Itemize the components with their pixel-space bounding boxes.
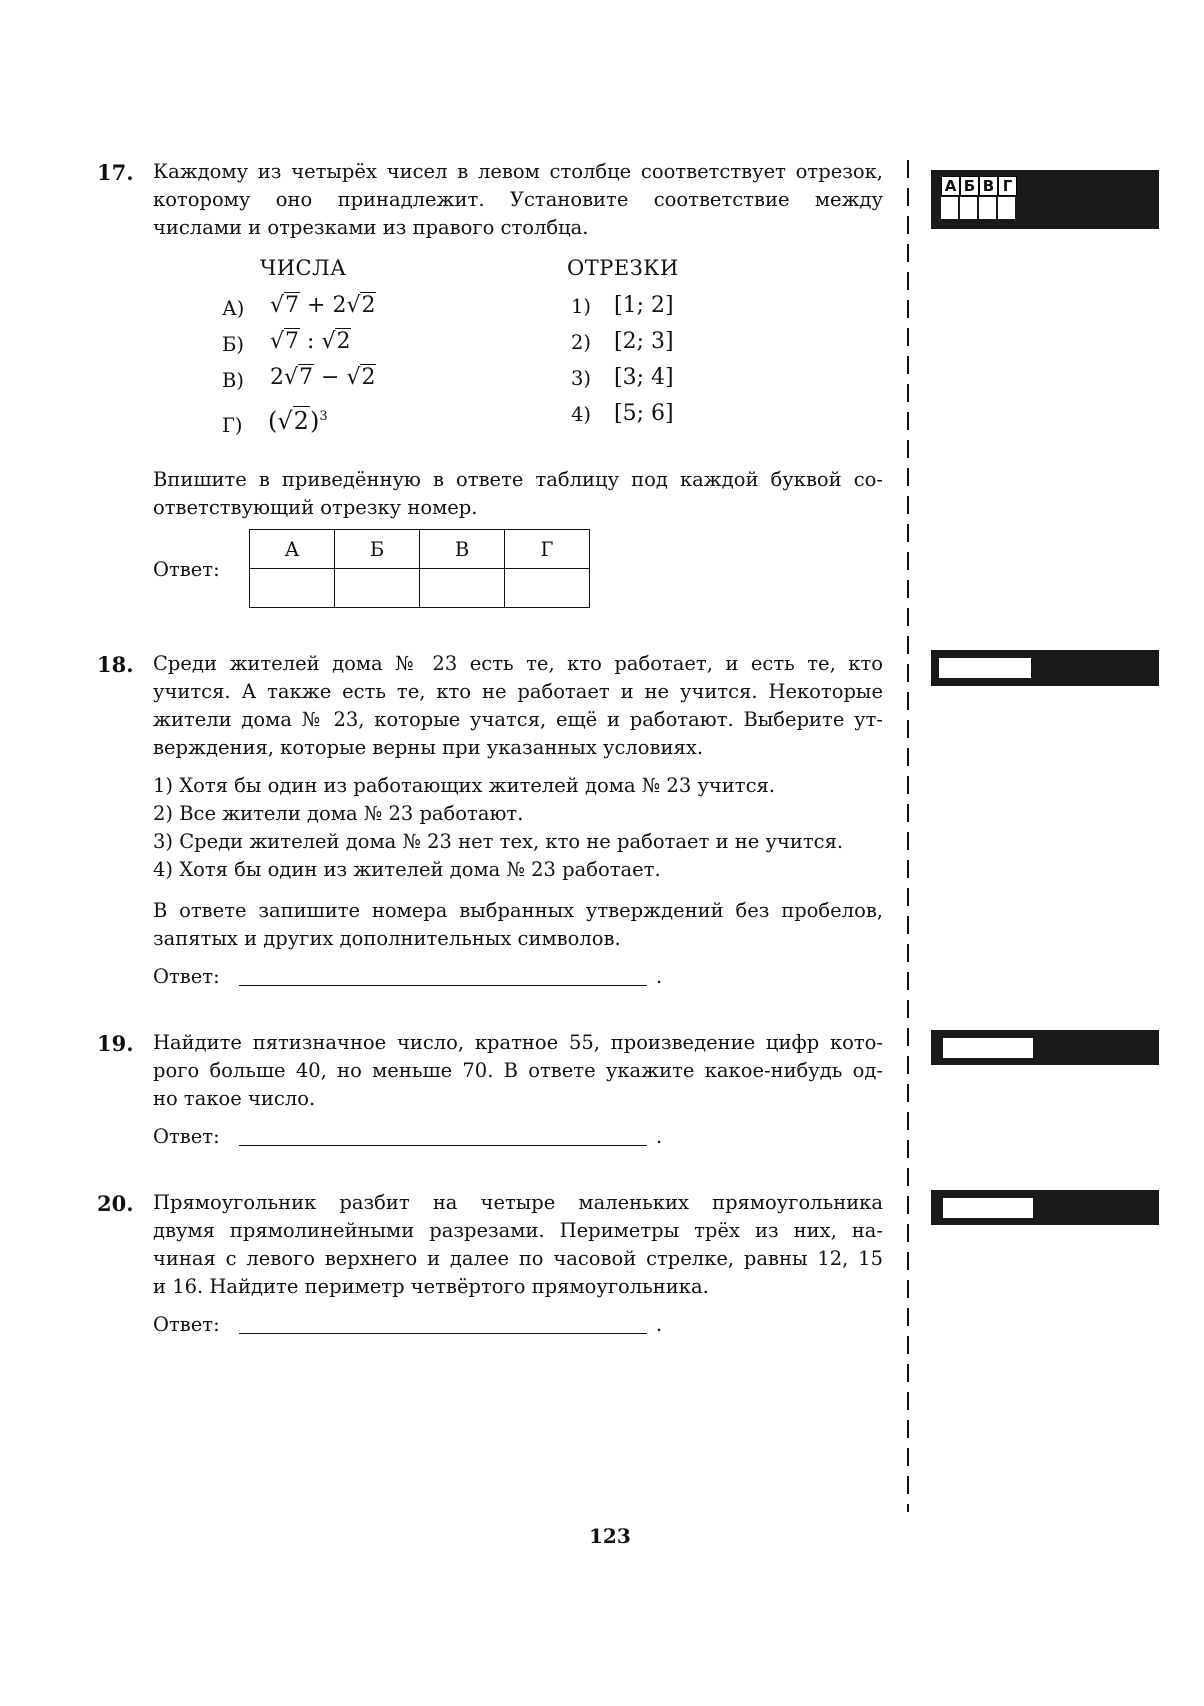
cut-line-dash [907,412,909,430]
text-line: но такое число. [153,1087,316,1110]
cut-line-dash [907,1336,909,1354]
statement-option: 2) Все жители дома № 23 работают. [153,802,524,825]
cut-line-dash [907,1392,909,1410]
cut-line-dash [907,188,909,206]
segment-label: 1) [571,295,592,318]
number-expr-v: 2√7 − √2 [270,365,376,390]
cut-line-dash [907,1448,909,1466]
cut-line-dash [907,244,909,262]
answer-label: Ответ: [153,1125,220,1148]
segments-column-header: ОТРЕЗКИ [567,256,679,280]
segment-label: 4) [571,403,592,426]
cut-line-dash [907,860,909,878]
answer-table [249,529,590,608]
cut-line-dash [907,972,909,990]
task-number: 17. [97,160,134,185]
answer-box-letter: Г [998,176,1017,196]
cut-line-dash [907,524,909,542]
segment-label: 3) [571,367,592,390]
segment-value: [2; 3] [614,329,674,354]
statement-option: 1) Хотя бы один из работающих жителей дома № 23 учится. [153,774,776,797]
task-number: 20. [97,1191,134,1216]
cut-line-dash [907,552,909,570]
answer-cell-b[interactable] [335,569,420,608]
answer-line[interactable] [239,985,647,986]
number-expr-a: √7 + 2√2 [270,293,376,318]
text-line: и 16. Найдите периметр четвёртого прямоугольника. [153,1275,709,1298]
text-line: Среди жителей дома № 23 есть те, кто работает, и есть те, кто [153,652,883,675]
segment-value: [5; 6] [614,401,674,426]
answer-box-slot[interactable] [941,197,958,219]
answer-box-letter: А [941,176,960,196]
cut-line-dash [907,1364,909,1382]
cut-line-dash [907,356,909,374]
answer-box-slot[interactable] [943,1038,1033,1058]
answer-box-19 [931,1030,1159,1065]
answer-box-20 [931,1190,1159,1225]
cut-line-dash [907,1196,909,1214]
text-line: двумя прямолинейными разрезами. Периметры трёх из них, на- [153,1219,883,1242]
cut-line-dash [907,272,909,290]
answer-box-18 [931,650,1159,686]
task-17-instruction [153,466,883,522]
answer-cell-v[interactable] [420,569,505,608]
numbers-column-header: ЧИСЛА [260,256,347,280]
answer-table-header: Б [335,530,420,569]
cut-line-dash [907,384,909,402]
cut-line-dash [907,1140,909,1158]
text-line: которому оно принадлежит. Установите соответствие между [153,188,883,211]
cut-line-dash [907,468,909,486]
cut-line-dash [907,720,909,738]
text-line: запятых и других дополнительных символов. [153,927,621,950]
answer-table-header: А [250,530,335,569]
cut-line-dash [907,944,909,962]
answer-box-17 [931,170,1159,229]
page-number: 123 [589,1524,631,1548]
task-18-text [153,650,883,762]
task-20-text [153,1189,883,1301]
cut-line-dash [907,804,909,822]
cut-line-dash [907,916,909,934]
answer-cell-g[interactable] [505,569,590,608]
cut-line-dash [907,1224,909,1242]
text-line: чиная с левого верхнего и далее по часовой стрелке, равны 12, 15 [153,1247,883,1270]
text-line: верждения, которые верны при указанных условиях. [153,736,704,759]
cut-line-dash [907,440,909,458]
text-line: Впишите в приведённую в ответе таблицу под каждой буквой со- [153,468,883,491]
cut-line-dash [907,1504,909,1512]
cut-line-dash [907,776,909,794]
text-line: числами и отрезками из правого столбца. [153,216,589,239]
cut-line-dash [907,1252,909,1270]
cut-line-dash [907,664,909,682]
number-label-g: Г) [222,414,243,437]
answer-box-slot[interactable] [939,658,1031,678]
cut-line-dash [907,1028,909,1046]
segment-label: 2) [571,331,592,354]
task-number: 19. [97,1031,134,1056]
answer-box-slot[interactable] [960,197,977,219]
task-18-instruction [153,897,883,953]
cut-line-dash [907,1056,909,1074]
cut-line-dash [907,888,909,906]
cut-line-dash [907,692,909,710]
cut-line-dash [907,580,909,598]
cut-line-dash [907,1476,909,1494]
text-line: Каждому из четырёх чисел в левом столбце соответствует отрезок, [153,160,883,183]
number-label-a: А) [222,297,245,320]
answer-box-slot[interactable] [998,197,1015,219]
answer-line[interactable] [239,1145,647,1146]
task-19-text [153,1029,883,1113]
cut-line-dash [907,608,909,626]
cut-line-dash [907,328,909,346]
cut-line-dash [907,832,909,850]
cut-line-dash [907,216,909,234]
answer-box-letter: Б [960,176,979,196]
answer-line[interactable] [239,1333,647,1334]
cut-line-dash [907,1112,909,1130]
cut-line-dash [907,748,909,766]
cut-line-dash [907,300,909,318]
number-label-v: В) [222,369,244,392]
cut-line-dash [907,1420,909,1438]
cut-line-dash [907,1000,909,1018]
cut-line-dash [907,1168,909,1186]
answer-label: Ответ: [153,558,220,581]
segment-value: [3; 4] [614,365,674,390]
answer-box-slot[interactable] [943,1198,1033,1218]
text-line: Найдите пятизначное число, кратное 55, произведение цифр кото- [153,1031,883,1054]
answer-table-header: В [420,530,505,569]
cut-line-dash [907,1084,909,1102]
text-line: рого больше 40, но меньше 70. В ответе укажите какое-нибудь од- [153,1059,883,1082]
answer-dot: . [656,1313,663,1336]
answer-table-header: Г [505,530,590,569]
cut-line-dash [907,1280,909,1298]
number-expr-g: $(√2)^3$ [268,407,328,435]
statement-option: 4) Хотя бы один из жителей дома № 23 работает. [153,858,661,881]
answer-label: Ответ: [153,965,220,988]
cut-line-dash [907,496,909,514]
answer-dot: . [656,1125,663,1148]
cut-line-dash [907,160,909,178]
statement-option: 3) Среди жителей дома № 23 нет тех, кто не работает и не учится. [153,830,844,853]
answer-box-slot[interactable] [979,197,996,219]
text-line: жители дома № 23, которые учатся, ещё и работают. Выберите ут- [153,708,883,731]
text-line: Прямоугольник разбит на четыре маленьких прямоугольника [153,1191,883,1214]
segment-value: [1; 2] [614,293,674,318]
task-number: 18. [97,652,134,677]
cut-line-dash [907,1308,909,1326]
number-expr-b: √7 : √2 [270,329,351,354]
answer-box-letter: В [979,176,998,196]
answer-dot: . [656,965,663,988]
text-line: В ответе запишите номера выбранных утверждений без пробелов, [153,899,883,922]
task-17-text [153,158,883,242]
text-line: ответствующий отрезку номер. [153,496,478,519]
number-label-b: Б) [222,333,244,356]
text-line: учится. А также есть те, кто не работает и не учится. Некоторые [153,680,883,703]
answer-cell-a[interactable] [250,569,335,608]
cut-line-dash [907,636,909,654]
answer-label: Ответ: [153,1313,220,1336]
